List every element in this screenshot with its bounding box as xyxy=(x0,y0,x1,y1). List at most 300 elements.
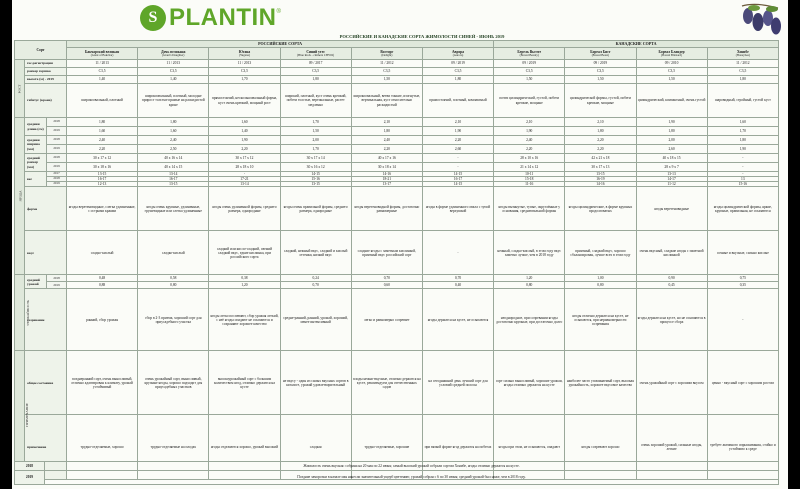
table-cell: 0,70 xyxy=(280,282,351,289)
table-cell: 2,40 xyxy=(351,136,422,145)
table-row xyxy=(15,60,779,68)
table-row xyxy=(15,275,779,282)
row-label: вес xyxy=(25,172,47,187)
row-year: 2018 xyxy=(47,136,67,145)
table-cell: 40 x 17 x 16 xyxy=(351,154,422,163)
footer-text: Поздние заморозки в начале мая нанесли значительный ущерб цветению; урожай собран с 6 по 30 июня; средний урожай был ниже, чем в 2018 году. xyxy=(45,471,779,485)
table-cell: 0,80 xyxy=(138,282,209,289)
brand-logo xyxy=(140,3,281,33)
table-cell: - xyxy=(209,172,280,177)
table-cell: ягоды отделяются хорошо, урожай высокий xyxy=(209,415,280,480)
section-label-text: ЯГОДА xyxy=(18,190,23,202)
row-label: средняя ширина (мм) xyxy=(25,136,47,154)
table-cell: 09 / 2019 xyxy=(422,60,493,68)
table-cell: 2,20 xyxy=(494,145,565,154)
variety-name: Восторг xyxy=(380,49,394,54)
table-cell: 14-15 xyxy=(280,172,351,177)
table-cell: 2,10 xyxy=(565,118,636,127)
variety-name: Дочь великана xyxy=(161,49,186,54)
table-cell: 1,70 xyxy=(280,145,351,154)
table-cell: 13-15 xyxy=(280,182,351,187)
table-cell: 1,80 xyxy=(565,127,636,136)
table-row xyxy=(15,68,779,76)
table-cell: 2,20 xyxy=(565,145,636,154)
table-cell: сладкий, нежный вкус, сладкий и кислый оттенки, низкий вкус xyxy=(280,231,351,275)
table-cell: 40 x 18 x 15 xyxy=(636,154,707,163)
table-cell: 2,00 xyxy=(636,136,707,145)
table-cell: широкоовальный, плотный, молодые прирост толстые прямые на раскидистой кроне xyxy=(138,84,209,118)
footer-row xyxy=(15,471,779,485)
table-cell: сочные и вкусные, сильно кислые xyxy=(707,231,778,275)
table-cell: 1,40 xyxy=(67,76,138,84)
variety-header xyxy=(138,48,209,60)
table-cell: 2,40 xyxy=(67,136,138,145)
table-cell: сладкая xyxy=(280,415,351,480)
variety-header xyxy=(636,48,707,60)
table-cell: 2,20 xyxy=(565,136,636,145)
table-cell: высокоурожайный сорт с большим количеством ягод, отлично держится на кусте xyxy=(209,351,280,415)
table-cell: широкоовальный, ветви тонкие, изогнутые, вертикальная, куст относительно раскидистый xyxy=(351,84,422,118)
table-cell: 13 xyxy=(707,177,778,182)
table-cell: ягоды вытянутые, тупые, округлённые у основания, среднеовальной формы xyxy=(494,187,565,231)
variety-header xyxy=(67,48,138,60)
table-cell: сорт сильно выносливый, хорошие урожаи, ягоды отлично держатся на кусте xyxy=(494,351,565,415)
table-cell: 1,50 xyxy=(280,127,351,136)
row-year: 2019 xyxy=(47,282,67,289)
table-cell: 1,90 xyxy=(422,127,493,136)
table-cell: ягоды при этом, не осыпаются, опадают xyxy=(494,415,565,480)
row-label: созревание xyxy=(25,289,67,351)
variety-header xyxy=(422,48,493,60)
table-cell: 30 x 17 x 13 xyxy=(565,163,636,172)
table-cell: сладко-кислый xyxy=(138,231,209,275)
table-cell: 1,90 xyxy=(636,118,707,127)
table-row xyxy=(15,187,779,231)
footer-table xyxy=(14,461,779,485)
table-cell: 0,24 xyxy=(280,275,351,282)
row-label: средний размер (мм) xyxy=(25,154,47,172)
table-cell: 0,75 xyxy=(707,275,778,282)
table-cell: 30 x 17 x 12 xyxy=(67,154,138,163)
table-cell: ягоды веретеновидные, слегка удлиненные, с острыми краями xyxy=(67,187,138,231)
row-year: 2019 xyxy=(47,163,67,172)
table-cell: 14-17 xyxy=(636,177,707,182)
table-cell: 2,40 xyxy=(138,136,209,145)
table-cell: 1,60 xyxy=(67,127,138,136)
variety-latin: (Boreal Beauty) xyxy=(519,52,539,57)
table-cell: трудно-отделяемые, хорошие xyxy=(351,415,422,480)
table-row xyxy=(15,351,779,415)
table-cell: требует активного опрыскивания, стойко и устойчиво к среде xyxy=(707,415,778,480)
brand-mark: S xyxy=(140,5,166,31)
variety-header xyxy=(280,48,351,60)
footer-notes xyxy=(14,461,779,485)
table-cell: 15-16 xyxy=(280,177,351,182)
table-cell: очень хороший урожай, сильные ягоды, легкие xyxy=(636,415,707,480)
table-cell: 1,80 xyxy=(636,127,707,136)
table-cell: С3,5 xyxy=(280,68,351,76)
table-cell: 0,88 xyxy=(67,282,138,289)
variety-name: Аврора xyxy=(451,49,465,54)
table-cell: 2,20 xyxy=(422,136,493,145)
table-cell: С3,5 xyxy=(565,68,636,76)
table-cell: ягоды в форме удлиненного овала с тупой верхушкой xyxy=(422,187,493,231)
table-cell: ранний, сбор урожая xyxy=(67,289,138,351)
table-cell: ягоды очень крупные, удлиненные, грушевидные или слегка удлиненные xyxy=(138,187,209,231)
row-label: средний урожай xyxy=(25,275,47,289)
table-cell: 1,50 xyxy=(351,76,422,84)
table-cell: сладкий или кисло-сладкий, свежий сладкий вкус, едкие кислинка, при российского сорта xyxy=(209,231,280,275)
table-row xyxy=(15,145,779,154)
table-row xyxy=(15,118,779,127)
table-cell: плоды нежно-вкусные, отлично держатся на кусте, рекомендуем для отечественных садов xyxy=(351,351,422,415)
table-cell: 09 / 2019 xyxy=(494,60,565,68)
table-cell: 17-21 xyxy=(209,177,280,182)
table-row xyxy=(15,231,779,275)
table-cell: 30 x 17 x 14 xyxy=(280,154,351,163)
table-cell: - xyxy=(707,172,778,177)
row-label: средняя длина (см) xyxy=(25,118,47,136)
table-cell: ягоды веретеновидные xyxy=(636,187,707,231)
table-cell: ягоды легко поспевают, сбор урожая легкий, с неё ягоды опадают не осыпаются и сохраняют хорошее качество xyxy=(209,289,280,351)
brand-name: PLANTIN xyxy=(169,4,277,31)
table-cell: С3,5 xyxy=(707,68,778,76)
table-cell: 13-15 xyxy=(67,172,138,177)
variety-latin: (Boreal Beast) xyxy=(591,52,610,57)
table-cell: 13-17 xyxy=(351,182,422,187)
table-cell: 1,60 xyxy=(707,118,778,127)
table-cell: 0,80 xyxy=(494,282,565,289)
table-cell: 2,60 xyxy=(422,145,493,154)
table-cell: 1,20 xyxy=(209,282,280,289)
table-cell: сладкие ягоды с заметным кислинкой, приятный вкус российский сорт xyxy=(351,231,422,275)
header-group-russian: РОССИЙСКИЕ СОРТА xyxy=(67,41,494,48)
table-cell: 28 x 9 x 7 xyxy=(636,163,707,172)
table-cell: 15-16 xyxy=(707,182,778,187)
table-cell: 1,90 xyxy=(707,145,778,154)
table-cell: - xyxy=(422,163,493,172)
table-cell: 0,38 xyxy=(209,275,280,282)
row-label: высота (м) - 2019 xyxy=(25,76,67,84)
footer-row xyxy=(15,462,779,471)
footer-text: Жимолость очень вкусная: собрана на 20 мая по 22 июня; самый высокий урожай собрали сортом Хонибе, ягоды отлично держатся на кусте. xyxy=(45,462,779,471)
table-cell: 1,60 xyxy=(138,127,209,136)
table-cell: 0,70 xyxy=(422,275,493,282)
table-row xyxy=(15,127,779,136)
table-cell: 30 x 18 x 16 xyxy=(67,163,138,172)
table-cell: 11 / 2012 xyxy=(707,60,778,68)
table-cell: 16-17 xyxy=(422,177,493,182)
table-cell: 0,60 xyxy=(351,282,422,289)
table-cell: 1,40 xyxy=(138,76,209,84)
table-cell: 30 x 18 x 14 xyxy=(351,163,422,172)
table-cell: С3,5 xyxy=(636,68,707,76)
section-label-text: ПРИМЕЧАНИЕ xyxy=(24,403,29,428)
table-cell: 21 x 14 x 12 xyxy=(494,163,565,172)
table-cell: 11 / 2013 xyxy=(138,60,209,68)
variety-name: Бореал Бист xyxy=(590,49,611,54)
table-cell: - xyxy=(422,154,493,163)
table-cell: очень урожайный сорт, выносливый, крупные ягоды, хорошо подходит для приусадебных участков xyxy=(138,351,209,415)
table-cell: сладко-кислый xyxy=(67,231,138,275)
table-cell: 0,90 xyxy=(636,275,707,282)
table-cell: С3,5 xyxy=(494,68,565,76)
row-label: примечание xyxy=(25,415,67,480)
document-sheet xyxy=(12,0,788,489)
row-year: 2018 xyxy=(47,154,67,163)
table-cell: 0,70 xyxy=(351,275,422,282)
table-cell: С3,5 xyxy=(351,68,422,76)
table-cell: средне-ранний, ранний, урожай, хороший, менее интенсивный xyxy=(280,289,351,351)
variety-latin: (Honeybee) xyxy=(735,52,750,57)
table-cell: 1,40 xyxy=(209,127,280,136)
table-row xyxy=(15,154,779,163)
row-label: форма xyxy=(25,187,67,231)
section-label-text: УРОЖАЙНОСТЬ xyxy=(25,299,30,326)
table-cell: легко и равномерно созревает xyxy=(351,289,422,351)
row-year: 2019 xyxy=(47,145,67,154)
section-label xyxy=(15,118,25,275)
table-cell: 1,50 xyxy=(636,76,707,84)
table-cell: 2,20 xyxy=(351,145,422,154)
table-cell: приятный, сладкий вкус, хорошо сбалансирован, лучше всех в этом году xyxy=(565,231,636,275)
table-cell: шаровидный, стройный, густой куст xyxy=(707,84,778,118)
table-cell: 11 / 2013 xyxy=(67,60,138,68)
table-cell: 30 x 17 x 12 xyxy=(209,154,280,163)
table-cell: широкоовальный, плотный xyxy=(67,84,138,118)
table-cell: 2,20 xyxy=(67,145,138,154)
row-year: 2018 xyxy=(47,275,67,282)
table-cell: С3,5 xyxy=(67,68,138,76)
table-cell: 15-18 xyxy=(494,177,565,182)
variety-name: Синий утес xyxy=(306,49,325,54)
variety-latin: (Blue Rock - cmmerz CHY02) xyxy=(297,52,335,57)
table-cell: 2,60 xyxy=(636,145,707,154)
table-cell: 1,90 xyxy=(494,127,565,136)
table-cell: 09 / 2010 xyxy=(636,60,707,68)
row-year: 2017 xyxy=(47,172,67,177)
row-label: общее состояние xyxy=(25,351,67,415)
table-cell: 14-15 xyxy=(422,182,493,187)
table-cell: 1,80 xyxy=(707,136,778,145)
variety-latin: (Aurora) xyxy=(452,52,464,57)
honeyberry-illustration xyxy=(734,0,786,42)
variety-latin: (Boreal Blizzard) xyxy=(661,52,683,57)
table-cell: ягоды отлично держатся на кусте, не осыпаются, при неравномерности созревания xyxy=(565,289,636,351)
table-cell: 16-17 xyxy=(67,177,138,182)
table-row xyxy=(15,84,779,118)
header-group-canadian: КАНАДСКИЕ СОРТА xyxy=(494,41,779,48)
table-cell: 1,90 xyxy=(209,136,280,145)
table-cell: 14-16 xyxy=(351,172,422,177)
table-cell: 16-19 xyxy=(565,177,636,182)
table-cell: 14-15 xyxy=(422,172,493,177)
table-cell: 18-21 xyxy=(351,177,422,182)
table-row xyxy=(15,289,779,351)
table-cell: 14-16 xyxy=(565,182,636,187)
table-cell: 09 / 2019 xyxy=(565,60,636,68)
table-cell: 13-14 xyxy=(138,172,209,177)
table-cell: широкий, плотный, куст очень крепкий, побеги толстые, вертикальные, растет медленно xyxy=(280,84,351,118)
table-cell: 40 x 16 x 14 xyxy=(138,154,209,163)
table-cell: 1,80 xyxy=(351,127,422,136)
table-cell: 11-12 xyxy=(636,182,707,187)
table-cell: цилиндрический, компактный, очень густой xyxy=(636,84,707,118)
table-cell: 2,10 xyxy=(494,118,565,127)
row-year: 2018 xyxy=(47,177,67,182)
table-cell: 2,40 xyxy=(494,136,565,145)
variety-header xyxy=(351,48,422,60)
table-cell: С3,5 xyxy=(138,68,209,76)
table-cell: нежный, сладко-кислый, в этом году вкус заметно лучше, чем в 2018 году xyxy=(494,231,565,275)
table-cell: 1,60 xyxy=(209,118,280,127)
variety-header xyxy=(209,48,280,60)
table-cell: 1,80 xyxy=(67,118,138,127)
table-cell: 1,80 xyxy=(138,118,209,127)
section-label xyxy=(15,275,30,351)
table-cell: прямостоячий, плотный, компактный xyxy=(422,84,493,118)
table-cell: наиболее часто упоминаемый сорт, высокая урожайность, хорошее вкусовое качество xyxy=(565,351,636,415)
table-cell: 2,20 xyxy=(209,145,280,154)
table-cell: очень вкусный, сладкие ягоды с заметной кислинкой xyxy=(636,231,707,275)
table-cell: не вкусу - один из самых вкусных сортов в каталоге, урожай удовлетворительный xyxy=(280,351,351,415)
table-cell: 11 / 2013 xyxy=(209,60,280,68)
table-cell: при вязкой форме ягод держатся на побегах xyxy=(422,415,493,480)
table-row xyxy=(15,163,779,172)
row-year: 2018 xyxy=(47,118,67,127)
table-cell: очень урожайный сорт с хорошим вкусом xyxy=(636,351,707,415)
table-cell: ягоды веретеновидной формы, достаточно равномерные xyxy=(351,187,422,231)
table-row xyxy=(15,282,779,289)
table-cell: прямостоячий, несколькоовальный форма, куст очень крепкий, мощный рост xyxy=(209,84,280,118)
variety-name: Бореал Бландер xyxy=(658,49,685,54)
table-cell: 2,10 xyxy=(351,118,422,127)
table-cell: 0,40 xyxy=(422,282,493,289)
table-cell: 1,70 xyxy=(209,76,280,84)
row-label: вкус xyxy=(25,231,67,275)
table-cell: 12-13 xyxy=(67,182,138,187)
table-cell: ягоды держатся на кусте, но не осыпаются в процессе сбора xyxy=(636,289,707,351)
table-row xyxy=(15,48,779,60)
table-cell: 2,50 xyxy=(138,145,209,154)
variety-latin: (Giant of Bakchar) xyxy=(90,52,114,57)
table-cell: 1,00 xyxy=(565,275,636,282)
table-cell: 1,80 xyxy=(707,76,778,84)
table-cell: ягоды цилиндрические, в форме крупных продолговатых xyxy=(565,187,636,231)
table-cell: 28 x 18 x 10 xyxy=(209,163,280,172)
table-cell: 42 x 21 x 18 xyxy=(565,154,636,163)
variety-header xyxy=(494,48,565,60)
row-label: гос.регистрация xyxy=(25,60,67,68)
table-cell: 40 x 14 x 15 xyxy=(138,163,209,172)
table-cell: 2,00 xyxy=(280,136,351,145)
table-cell: 1,80 xyxy=(280,76,351,84)
section-label-text: РОСТ xyxy=(17,84,22,93)
table-row xyxy=(15,76,779,84)
table-cell: - xyxy=(707,154,778,163)
variety-latin: (Giant's Daughter) xyxy=(162,52,185,57)
table-cell: 0,35 xyxy=(707,282,778,289)
brand-registered: ® xyxy=(276,9,281,15)
table-cell: 13-13 xyxy=(636,172,707,177)
table-cell: 13-15 xyxy=(565,172,636,177)
table-cell: на сегодняшний день лучший сорт для условий средней полосы xyxy=(422,351,493,415)
table-row xyxy=(15,41,779,48)
table-cell: 0,48 xyxy=(67,275,138,282)
table-cell: сбор в 2-3 приема, хороший сорт для приусадебного участка xyxy=(138,289,209,351)
footer-year: 2018 xyxy=(15,462,45,471)
table-cell: цилиндрической формы, густой, побеги крепкие, мощные xyxy=(565,84,636,118)
table-cell: ягоды очень удлиненной формы, среднего размера, однородные xyxy=(209,187,280,231)
table-cell: неоднородное, при созревании ягоды достаточно крупные, при достаточно долго xyxy=(494,289,565,351)
row-year: 2019 xyxy=(47,182,67,187)
table-cell: - xyxy=(707,163,778,172)
variety-header xyxy=(707,48,778,60)
table-cell: ягоды держатся на кусте, не осыпаются xyxy=(422,289,493,351)
table-cell: 1,70 xyxy=(707,127,778,136)
table-row xyxy=(15,136,779,145)
table-cell: 0,58 xyxy=(138,275,209,282)
table-cell: 11-16 xyxy=(494,182,565,187)
table-cell: почти цилиндрический, густой, побеги крепкие, мощные xyxy=(494,84,565,118)
variety-latin: (Delight) xyxy=(381,52,393,57)
table-cell: 1,50 xyxy=(494,76,565,84)
table-cell: 0,80 xyxy=(565,282,636,289)
table-cell: 1,50 xyxy=(565,76,636,84)
table-cell: - xyxy=(422,231,493,275)
footer-year: 2019 xyxy=(15,471,45,485)
document-title: РОССИЙСКИЕ И КАНАДСКИЕ СОРТА ЖИМОЛОСТИ СИНЕЙ - ИЮНЬ 2019 xyxy=(339,34,505,39)
table-cell: 1,20 xyxy=(494,275,565,282)
variety-name: Югана xyxy=(238,49,251,54)
table-cell: ягоды очень правильной формы, среднего размера, однородные xyxy=(280,187,351,231)
variety-latin: (Yugana) xyxy=(238,52,250,57)
table-cell: ягоды цилиндрической формы, яркие, крупные, правильная, не осыпаются xyxy=(707,187,778,231)
table-cell: 13-15 xyxy=(138,182,209,187)
table-cell: ягоды созревают хорошо xyxy=(565,415,636,480)
varieties-table xyxy=(14,40,779,480)
table-cell: 16-17 xyxy=(138,177,209,182)
table-cell: трудно-отделяемые на плодах xyxy=(138,415,209,480)
table-cell: С3,5 xyxy=(209,68,280,76)
table-cell: С3,5 xyxy=(422,68,493,76)
table-cell: 13-14 xyxy=(209,182,280,187)
table-cell: 09 / 2017 xyxy=(280,60,351,68)
variety-name: Хонибе xyxy=(736,49,749,54)
row-year: 2019 xyxy=(47,127,67,136)
row-label: размер горшка xyxy=(25,68,67,76)
table-cell: 11 / 2012 xyxy=(351,60,422,68)
table-cell: 28 x 10 x 16 xyxy=(494,154,565,163)
table-cell: - xyxy=(707,289,778,351)
table-cell: 1,70 xyxy=(280,118,351,127)
table-cell: 0,45 xyxy=(636,282,707,289)
table-cell: 1,80 xyxy=(422,76,493,84)
table-cell: 30 x 16 x 12 xyxy=(280,163,351,172)
variety-header xyxy=(565,48,636,60)
varieties-table-wrap xyxy=(14,40,779,480)
variety-name: Берель Вьелте xyxy=(517,49,542,54)
table-cell: трудно-отделяемые, хорошо xyxy=(67,415,138,480)
table-cell: 2,10 xyxy=(422,118,493,127)
table-cell: 10-11 xyxy=(494,172,565,177)
header-corner: Сорт xyxy=(15,41,67,60)
section-label xyxy=(15,60,25,118)
variety-name: Бакчарский великан xyxy=(85,49,120,54)
table-cell: позднеранний сорт, очень выносливый, отлично адаптирован к климату, урожай устойчивый xyxy=(67,351,138,415)
row-label: габитус (крона) xyxy=(25,84,67,118)
table-cell: ценно - вкусный сорт с хорошим ростом xyxy=(707,351,778,415)
